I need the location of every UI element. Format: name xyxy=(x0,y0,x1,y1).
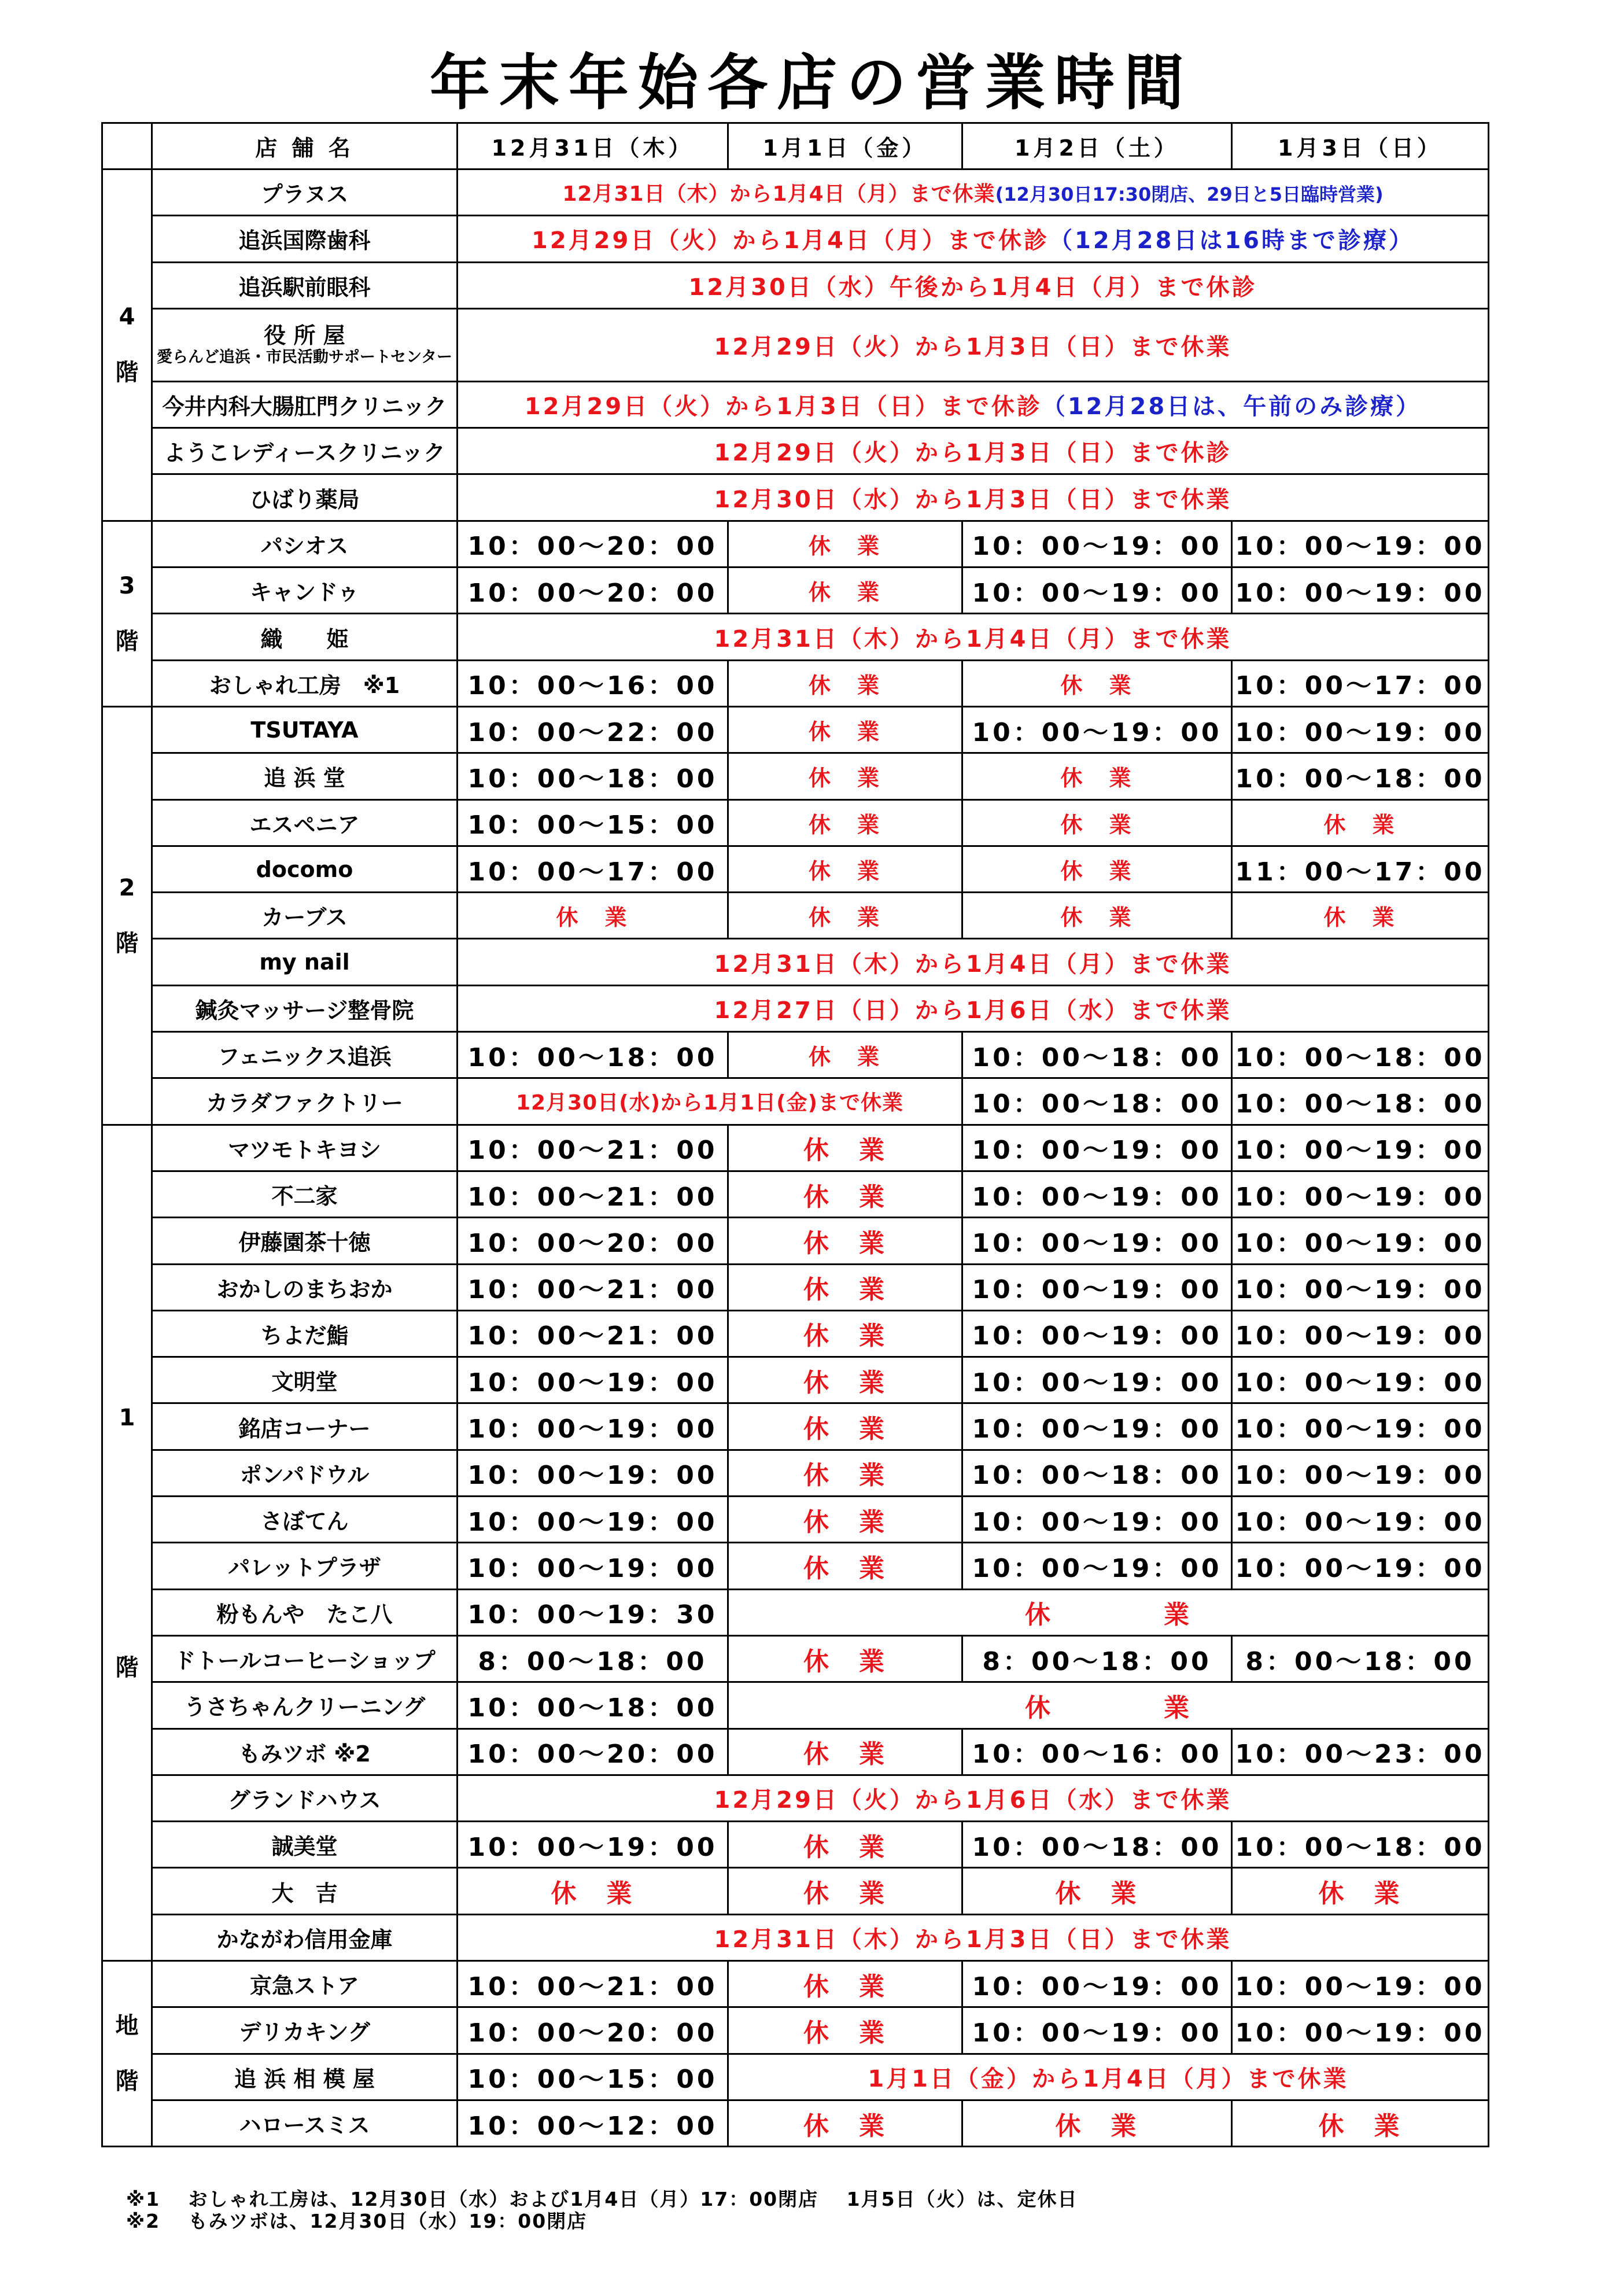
hours-cell: 10：00～19：30 xyxy=(458,1589,728,1635)
floor-label-cell xyxy=(102,169,152,521)
store-name-cell xyxy=(152,1171,458,1217)
store-name-cell xyxy=(152,1218,458,1264)
closure-notice-note: （12月28日は、午前のみ診療） xyxy=(1042,393,1422,421)
closed-cell: 休 業 xyxy=(962,660,1232,706)
hours-cell: 10：00～19：00 xyxy=(458,1543,728,1589)
hours-cell: 10：00～19：00 xyxy=(962,521,1232,567)
table-row xyxy=(102,1775,1489,1821)
closed-cell: 休 業 xyxy=(728,660,962,706)
store-name: キャンドゥ xyxy=(249,580,360,606)
hours-cell: 10：00～19：00 xyxy=(1232,706,1489,753)
store-name-cell xyxy=(152,1960,458,2007)
hours-cell: 10：00～16：00 xyxy=(458,660,728,706)
store-name-cell xyxy=(152,1775,458,1821)
closure-notice xyxy=(458,1914,1489,1960)
store-name-cell xyxy=(152,1729,458,1775)
closed-cell: 休 業 xyxy=(728,1357,962,1403)
closed-cell: 休 業 xyxy=(962,893,1232,939)
closed-cell: 休 業 xyxy=(728,799,962,846)
store-name: 京急ストア xyxy=(250,1973,359,1999)
hours-cell: 10：00～21：00 xyxy=(458,1310,728,1357)
floor-label: 4 階 xyxy=(115,304,139,386)
store-name-cell xyxy=(152,614,458,660)
store-name: 追浜国際歯科 xyxy=(238,228,371,254)
store-name: パシオス xyxy=(260,533,349,559)
closure-notice: 1月1日（金）から1月4日（月）まで休業 xyxy=(728,2054,1489,2100)
closure-notice xyxy=(458,939,1489,985)
store-name: 文明堂 xyxy=(271,1369,338,1395)
store-name-cell xyxy=(152,660,458,706)
hours-cell: 10：00～20：00 xyxy=(458,1218,728,1264)
footnotes xyxy=(126,2188,1078,2232)
store-name-cell xyxy=(152,381,458,427)
table-row xyxy=(102,985,1489,1031)
store-name: マツモトキヨシ xyxy=(228,1137,381,1163)
table-row xyxy=(102,846,1489,892)
store-name: 銘店コーナー xyxy=(238,1416,371,1442)
closed-cell: 休 業 xyxy=(728,1822,962,1868)
store-name: 役 所 屋 xyxy=(264,323,345,349)
hours-cell: 10：00～19：00 xyxy=(1232,1543,1489,1589)
store-name: もみツボ ※2 xyxy=(238,1741,371,1767)
floor-label: 地 階 xyxy=(115,2013,139,2095)
table-row xyxy=(102,660,1489,706)
store-name-cell xyxy=(152,893,458,939)
hours-cell: 10：00～19：00 xyxy=(962,1125,1232,1171)
store-name: ようこレディースクリニック xyxy=(164,440,445,466)
table-row xyxy=(102,521,1489,567)
store-name-cell xyxy=(152,985,458,1031)
hours-cell: 10：00～22：00 xyxy=(458,706,728,753)
table-row xyxy=(102,1589,1489,1635)
closed-cell: 休 業 xyxy=(728,521,962,567)
closed-cell: 休 業 xyxy=(728,1171,962,1217)
footnote: ※1 おしゃれ工房は、12月30日（水）および1月4日（月）17：00閉店 1月5日（火）は、定休日 xyxy=(126,2188,1078,2210)
closure-notice-text: 12月30日（水）から1月3日（日）まで休業 xyxy=(714,486,1232,513)
store-name: ポンパドウル xyxy=(239,1462,370,1488)
hours-cell: 10：00～18：00 xyxy=(1232,1032,1489,1078)
hours-cell: 10：00～19：00 xyxy=(1232,1264,1489,1310)
floor-label-cell xyxy=(102,1960,152,2146)
table-row xyxy=(102,614,1489,660)
closed-cell: 休 業 xyxy=(728,753,962,799)
store-name: ハロースミス xyxy=(239,2113,370,2139)
store-name-cell xyxy=(152,428,458,474)
closed-cell: 休 業 xyxy=(728,1868,962,1914)
store-name: ちよだ鮨 xyxy=(260,1322,349,1348)
store-name-cell xyxy=(152,567,458,614)
store-name-cell xyxy=(152,216,458,262)
floor-label-cell xyxy=(102,706,152,1125)
closed-cell: 休 業 xyxy=(728,1729,962,1775)
hours-cell: 10：00～19：00 xyxy=(962,1357,1232,1403)
store-name: カラダファクトリー xyxy=(206,1090,403,1116)
store-name-cell xyxy=(152,1310,458,1357)
store-name-cell xyxy=(152,799,458,846)
closure-notice-note: (12月30日17:30閉店、29日と5日臨時営業) xyxy=(995,183,1384,206)
closed-cell: 休 業 xyxy=(962,753,1232,799)
hours-cell: 10：00～18：00 xyxy=(1232,753,1489,799)
closure-notice xyxy=(458,428,1489,474)
floor-label: 2 階 xyxy=(115,874,139,957)
hours-cell: 10：00～19：00 xyxy=(458,1450,728,1496)
hours-cell: 10：00～20：00 xyxy=(458,567,728,614)
table-row xyxy=(102,1822,1489,1868)
hours-cell: 11：00～17：00 xyxy=(1232,846,1489,892)
store-name-cell xyxy=(152,1450,458,1496)
hours-cell: 10：00～19：00 xyxy=(962,706,1232,753)
closed-cell: 休 業 xyxy=(1232,893,1489,939)
hours-cell: 10：00～19：00 xyxy=(962,1543,1232,1589)
closed-cell: 休 業 xyxy=(962,2100,1232,2146)
store-name-cell xyxy=(152,1914,458,1960)
closure-notice-text: 12月29日（火）から1月4日（月）まで休診 xyxy=(532,227,1049,255)
closure-notice-text: 12月30日（水）午後から1月4日（月）まで休診 xyxy=(688,274,1257,301)
hours-cell: 10：00～19：00 xyxy=(1232,521,1489,567)
closure-notice xyxy=(458,614,1489,660)
hours-cell: 10：00～19：00 xyxy=(962,567,1232,614)
hours-cell: 10：00～19：00 xyxy=(1232,1403,1489,1450)
closed-cell: 休 業 xyxy=(728,2100,962,2146)
hours-cell: 10：00～20：00 xyxy=(458,1729,728,1775)
store-name-cell xyxy=(152,2007,458,2054)
header-store-name: 店 舗 名 xyxy=(152,123,458,169)
table-row xyxy=(102,2007,1489,2054)
store-name-cell xyxy=(152,169,458,216)
closed-cell: 休 業 xyxy=(728,567,962,614)
table-row xyxy=(102,1032,1489,1078)
hours-cell: 8：00～18：00 xyxy=(458,1635,728,1682)
store-name: デリカキング xyxy=(239,2019,370,2046)
store-name-cell xyxy=(152,1682,458,1729)
hours-cell: 10：00～19：00 xyxy=(1232,2007,1489,2054)
hours-cell: 10：00～19：00 xyxy=(458,1357,728,1403)
closed-cell: 休 業 xyxy=(728,846,962,892)
table-row xyxy=(102,1682,1489,1729)
closed-cell: 休 業 xyxy=(458,1868,728,1914)
store-name: グランドハウス xyxy=(228,1787,381,1813)
hours-cell: 10：00～19：00 xyxy=(1232,1218,1489,1264)
closed-cell: 休 業 xyxy=(728,1635,962,1682)
page-title: 年末年始各店の営業時間 xyxy=(429,47,1193,118)
hours-cell: 10：00～21：00 xyxy=(458,1125,728,1171)
hours-cell: 10：00～21：00 xyxy=(458,1264,728,1310)
header-date-jan1: 1月1日（金） xyxy=(728,123,962,169)
hours-cell: 10：00～19：00 xyxy=(962,1403,1232,1450)
store-name-cell xyxy=(152,521,458,567)
closed-cell: 休 業 xyxy=(962,1868,1232,1914)
hours-cell: 10：00～17：00 xyxy=(458,846,728,892)
store-name-cell xyxy=(152,308,458,381)
header-row xyxy=(102,123,1489,169)
store-name-cell xyxy=(152,1589,458,1635)
table-row xyxy=(102,262,1489,308)
store-name-cell xyxy=(152,474,458,521)
closure-notice xyxy=(458,985,1489,1031)
closure-notice xyxy=(458,1775,1489,1821)
closure-notice-text: 12月31日（木）から1月4日（月）まで休業 xyxy=(714,950,1232,978)
closed-cell: 休 業 xyxy=(728,1543,962,1589)
footnote: ※2 もみツボは、12月30日（水）19：00閉店 xyxy=(126,2210,588,2232)
hours-cell: 10：00～15：00 xyxy=(458,799,728,846)
table-row xyxy=(102,1357,1489,1403)
hours-cell: 10：00～18：00 xyxy=(458,1032,728,1078)
table-row xyxy=(102,474,1489,521)
store-name: さぼてん xyxy=(260,1509,349,1535)
closure-notice-text: 12月31日（木）から1月4日（月）まで休業 xyxy=(714,625,1232,653)
closure-notice-text: 12月29日（火）から1月6日（水）まで休業 xyxy=(714,1786,1232,1814)
hours-cell: 10：00～19：00 xyxy=(458,1403,728,1450)
closed-cell: 休 業 xyxy=(728,1960,962,2007)
store-name-cell xyxy=(152,1403,458,1450)
closure-notice xyxy=(458,474,1489,521)
hours-cell: 10：00～19：00 xyxy=(1232,567,1489,614)
hours-cell: 10：00～19：00 xyxy=(962,1264,1232,1310)
closed-cell: 休 業 xyxy=(728,1032,962,1078)
closure-notice: 休 業 xyxy=(728,1682,1489,1729)
floor-label-cell xyxy=(102,521,152,706)
closure-notice-text: 12月31日（木）から1月4日（月）まで休業 xyxy=(562,182,995,207)
store-name-cell xyxy=(152,1543,458,1589)
hours-table xyxy=(101,122,1489,2147)
hours-cell: 10：00～19：00 xyxy=(1232,1125,1489,1171)
hours-cell: 10：00～19：00 xyxy=(1232,1497,1489,1543)
store-name-cell xyxy=(152,1125,458,1171)
closure-notice-text: 12月29日（火）から1月3日（日）まで休診 xyxy=(524,393,1042,421)
table-row xyxy=(102,706,1489,753)
store-name: ドトールコーヒーショップ xyxy=(174,1648,436,1674)
closure-notice xyxy=(458,216,1489,262)
store-name: docomo xyxy=(256,856,353,882)
store-name: 鍼灸マッサージ整骨院 xyxy=(195,997,414,1023)
closure-notice xyxy=(458,262,1489,308)
hours-cell: 10：00～20：00 xyxy=(458,521,728,567)
closed-cell: 休 業 xyxy=(1232,799,1489,846)
hours-cell: 10：00～20：00 xyxy=(458,2007,728,2054)
table-row xyxy=(102,2054,1489,2100)
table-row xyxy=(102,1078,1489,1125)
closure-notice-note: （12月28日は16時まで診療） xyxy=(1049,227,1414,255)
hours-cell: 10：00～18：00 xyxy=(962,1032,1232,1078)
hours-cell: 10：00～18：00 xyxy=(458,753,728,799)
closure-notice-text: 12月27日（日）から1月6日（水）まで休業 xyxy=(714,997,1232,1024)
store-name: 不二家 xyxy=(271,1184,338,1210)
hours-cell: 10：00～18：00 xyxy=(1232,1078,1489,1125)
closure-notice xyxy=(458,169,1489,216)
closed-cell: 休 業 xyxy=(728,706,962,753)
store-subname: 愛らんど追浜・市民活動サポートセンター xyxy=(156,348,453,367)
table-row xyxy=(102,1868,1489,1914)
closed-cell: 休 業 xyxy=(962,846,1232,892)
header-floor-cell xyxy=(102,123,152,169)
hours-cell: 10：00～16：00 xyxy=(962,1729,1232,1775)
closed-cell: 休 業 xyxy=(728,893,962,939)
table-row xyxy=(102,1310,1489,1357)
store-name-cell xyxy=(152,2054,458,2100)
hours-cell: 10：00～21：00 xyxy=(458,1171,728,1217)
closed-cell: 休 業 xyxy=(728,1403,962,1450)
hours-cell: 10：00～18：00 xyxy=(962,1822,1232,1868)
store-name: 誠美堂 xyxy=(271,1834,338,1860)
closed-cell: 休 業 xyxy=(728,1264,962,1310)
hours-cell: 8：00～18：00 xyxy=(962,1635,1232,1682)
hours-cell: 10：00～15：00 xyxy=(458,2054,728,2100)
store-name: かながわ信用金庫 xyxy=(216,1926,393,1952)
table-row xyxy=(102,1403,1489,1450)
closed-cell: 休 業 xyxy=(728,1125,962,1171)
store-name: パレットプラザ xyxy=(228,1555,381,1581)
hours-cell: 10：00～19：00 xyxy=(1232,1357,1489,1403)
hours-cell: 10：00～12：00 xyxy=(458,2100,728,2146)
store-name-cell xyxy=(152,1357,458,1403)
store-name: my nail xyxy=(259,949,350,975)
store-name-cell xyxy=(152,939,458,985)
hours-cell: 10：00～19：00 xyxy=(1232,1450,1489,1496)
hours-cell: 10：00～19：00 xyxy=(962,2007,1232,2054)
store-name-cell xyxy=(152,1264,458,1310)
table-row xyxy=(102,1264,1489,1310)
table-row xyxy=(102,381,1489,427)
table-row xyxy=(102,1914,1489,1960)
store-name: プラヌス xyxy=(260,182,349,208)
store-name: エスペニア xyxy=(249,812,360,838)
hours-cell: 10：00～19：00 xyxy=(962,1218,1232,1264)
table-row xyxy=(102,1125,1489,1171)
store-name: 織 姫 xyxy=(260,626,349,652)
store-name: 追 浜 相 模 屋 xyxy=(234,2066,375,2092)
store-name: TSUTAYA xyxy=(250,717,359,743)
store-name: カーブス xyxy=(261,905,348,931)
closed-cell: 休 業 xyxy=(458,893,728,939)
hours-cell: 10：00～19：00 xyxy=(1232,1310,1489,1357)
table-row xyxy=(102,753,1489,799)
hours-cell: 10：00～18：00 xyxy=(1232,1822,1489,1868)
hours-cell: 10：00～19：00 xyxy=(1232,1960,1489,2007)
closure-notice-text: 12月31日（木）から1月3日（日）まで休業 xyxy=(714,1926,1232,1953)
hours-cell: 10：00～19：00 xyxy=(458,1497,728,1543)
hours-cell: 10：00～19：00 xyxy=(1232,1171,1489,1217)
closure-notice xyxy=(458,308,1489,381)
store-name: うさちゃんクリーニング xyxy=(183,1694,426,1720)
closed-cell: 休 業 xyxy=(728,1310,962,1357)
store-name: 追 浜 堂 xyxy=(264,765,345,791)
table-row xyxy=(102,216,1489,262)
table-row xyxy=(102,308,1489,381)
hours-cell: 10：00～18：00 xyxy=(458,1682,728,1729)
table-row xyxy=(102,799,1489,846)
table-row xyxy=(102,1171,1489,1217)
hours-cell: 10：00～21：00 xyxy=(458,1960,728,2007)
store-name: フェニックス追浜 xyxy=(217,1044,392,1070)
header-date-jan2: 1月2日（土） xyxy=(962,123,1232,169)
store-name: 粉もんや たこ八 xyxy=(216,1601,393,1627)
store-name-cell xyxy=(152,1032,458,1078)
closure-notice-text: 12月29日（火）から1月3日（日）まで休診 xyxy=(714,440,1232,467)
floor-label-cell xyxy=(102,1125,152,1960)
closed-cell: 休 業 xyxy=(962,799,1232,846)
store-name-cell xyxy=(152,706,458,753)
table-row xyxy=(102,893,1489,939)
closed-cell: 休 業 xyxy=(1232,2100,1489,2146)
header-date-dec31: 12月31日（木） xyxy=(458,123,728,169)
table-row xyxy=(102,428,1489,474)
store-name-cell xyxy=(152,1822,458,1868)
table-row xyxy=(102,2100,1489,2146)
hours-cell: 10：00～19：00 xyxy=(962,1310,1232,1357)
closure-notice: 休 業 xyxy=(728,1589,1489,1635)
store-name: おかしのまちおか xyxy=(216,1276,393,1302)
closed-cell: 休 業 xyxy=(1232,1868,1489,1914)
store-name: 大 吉 xyxy=(271,1880,338,1906)
closed-cell: 休 業 xyxy=(728,2007,962,2054)
table-row xyxy=(102,1218,1489,1264)
hours-cell: 10：00～18：00 xyxy=(962,1450,1232,1496)
closure-notice: 12月30日(水)から1月1日(金)まで休業 xyxy=(458,1078,962,1125)
hours-cell: 10：00～19：00 xyxy=(962,1497,1232,1543)
store-name-cell xyxy=(152,2100,458,2146)
closed-cell: 休 業 xyxy=(728,1218,962,1264)
store-name: ひばり薬局 xyxy=(249,487,360,513)
store-name-cell xyxy=(152,1635,458,1682)
hours-cell: 10：00～19：00 xyxy=(962,1960,1232,2007)
table-row xyxy=(102,1543,1489,1589)
store-name: 伊藤園茶十徳 xyxy=(238,1230,371,1256)
table-row xyxy=(102,1497,1489,1543)
store-name: 追浜駅前眼科 xyxy=(238,274,371,300)
hours-cell: 10：00～19：00 xyxy=(962,1171,1232,1217)
store-name: おしゃれ工房 ※1 xyxy=(209,672,400,698)
table-row xyxy=(102,939,1489,985)
hours-cell: 8：00～18：00 xyxy=(1232,1635,1489,1682)
table-row xyxy=(102,1635,1489,1682)
hours-cell: 10：00～18：00 xyxy=(962,1078,1232,1125)
store-name-cell xyxy=(152,1078,458,1125)
closed-cell: 休 業 xyxy=(728,1497,962,1543)
table-row xyxy=(102,1450,1489,1496)
store-name-cell xyxy=(152,1497,458,1543)
floor-label: 3 階 xyxy=(115,572,139,655)
hours-cell: 10：00～19：00 xyxy=(458,1822,728,1868)
floor-label: 1 階 xyxy=(115,1404,139,1681)
store-name-cell xyxy=(152,753,458,799)
hours-cell: 10：00～17：00 xyxy=(1232,660,1489,706)
table-row xyxy=(102,567,1489,614)
closure-notice-text: 12月29日（火）から1月3日（日）まで休業 xyxy=(714,333,1232,360)
header-date-jan3: 1月3日（日） xyxy=(1232,123,1489,169)
table-row xyxy=(102,1960,1489,2007)
table-row xyxy=(102,169,1489,216)
closed-cell: 休 業 xyxy=(728,1450,962,1496)
store-name-cell xyxy=(152,262,458,308)
store-name: 今井内科大腸肛門クリニック xyxy=(162,394,447,420)
closure-notice xyxy=(458,381,1489,427)
table-row xyxy=(102,1729,1489,1775)
store-name-cell xyxy=(152,846,458,892)
store-name-cell xyxy=(152,1868,458,1914)
hours-cell: 10：00～23：00 xyxy=(1232,1729,1489,1775)
